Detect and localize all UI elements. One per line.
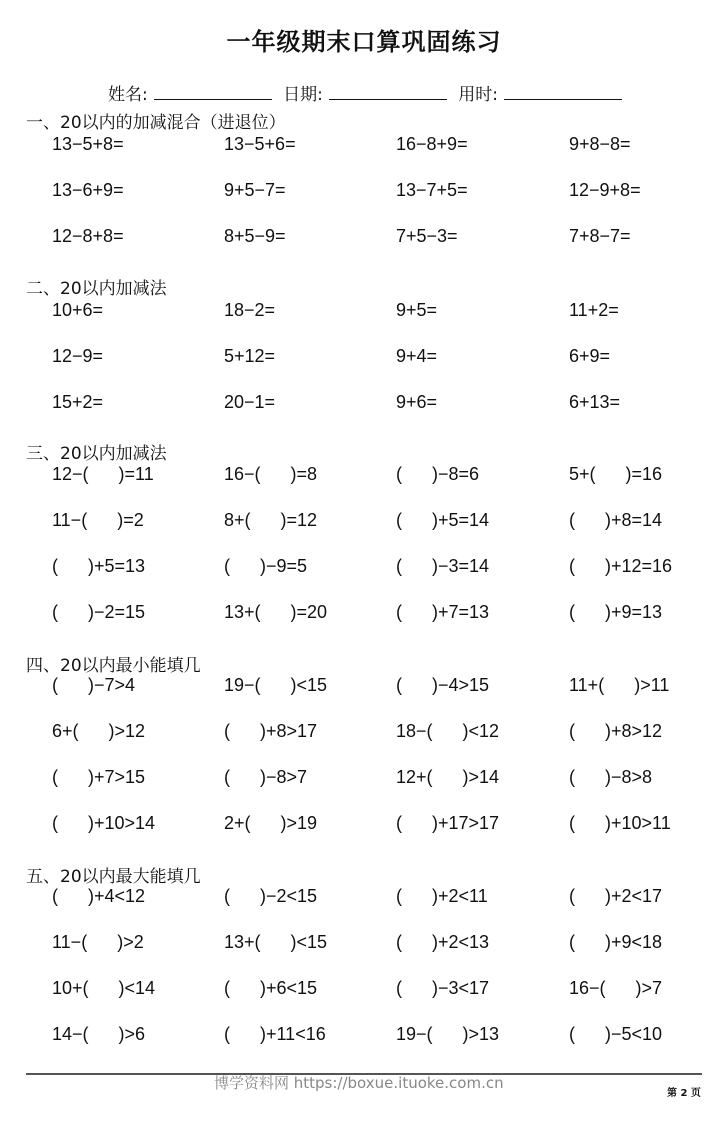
problem: 5+12= [224, 346, 276, 366]
problem: ( )−9=5 [224, 556, 308, 576]
problem: ( )+4<12 [52, 886, 146, 906]
problem: 10+6= [52, 300, 104, 320]
problem: ( )+9=13 [569, 602, 663, 622]
problem-row [0, 602, 728, 626]
problem: 11−( )=2 [52, 510, 144, 530]
problem-row [0, 813, 728, 837]
problem: 15+2= [52, 392, 104, 412]
problem: 8+( )=12 [224, 510, 318, 530]
problem: ( )+8=14 [569, 510, 663, 530]
problem: 13+( )=20 [224, 602, 328, 622]
problem-row [0, 886, 728, 910]
problem: ( )+11<16 [224, 1024, 326, 1044]
problem: 12+( )>14 [396, 767, 500, 787]
time-field[interactable] [504, 85, 622, 100]
problem: 8+5−9= [224, 226, 286, 246]
problem: ( )+5=13 [52, 556, 146, 576]
section-title: 二、20以内加减法 [26, 279, 167, 299]
problem: 6+( )>12 [52, 721, 146, 741]
problem: ( )+2<17 [569, 886, 663, 906]
problem: 19−( )>13 [396, 1024, 500, 1044]
problem: 12−9= [52, 346, 104, 366]
problem-row [0, 464, 728, 488]
problem: 14−( )>6 [52, 1024, 146, 1044]
problem: 13−5+8= [52, 134, 124, 154]
problem: 9+8−8= [569, 134, 631, 154]
problem: ( )−8=6 [396, 464, 480, 484]
problem: 5+( )=16 [569, 464, 663, 484]
problem: 12−9+8= [569, 180, 641, 200]
problem: 19−( )<15 [224, 675, 328, 695]
problem: 9+6= [396, 392, 438, 412]
time-label: 用时: [458, 85, 499, 105]
problem: ( )−8>8 [569, 767, 653, 787]
date-label: 日期: [283, 85, 323, 105]
problem: 2+( )>19 [224, 813, 318, 833]
problem: ( )−2<15 [224, 886, 318, 906]
problem-row [0, 180, 728, 204]
problem-row [0, 226, 728, 250]
problem: ( )+2<11 [396, 886, 488, 906]
problem-row [0, 767, 728, 791]
problem-row [0, 978, 728, 1002]
problem: 16−8+9= [396, 134, 468, 154]
problem-row [0, 346, 728, 370]
problem: ( )−2=15 [52, 602, 146, 622]
problem: 6+13= [569, 392, 621, 412]
problem: ( )−4>15 [396, 675, 490, 695]
problem: 16−( )>7 [569, 978, 663, 998]
page-title: 一年级期末口算巩固练习 [226, 28, 502, 56]
problem-row [0, 675, 728, 699]
problem: 13−6+9= [52, 180, 124, 200]
section-title: 三、20以内加减法 [26, 444, 167, 464]
problem: 20−1= [224, 392, 276, 412]
problem: 13−7+5= [396, 180, 468, 200]
problem: ( )+5=14 [396, 510, 490, 530]
problem: ( )+10>11 [569, 813, 671, 833]
problem: 6+9= [569, 346, 611, 366]
problem: ( )+10>14 [52, 813, 156, 833]
problem-row [0, 721, 728, 745]
problem: ( )+17>17 [396, 813, 500, 833]
problem-row [0, 510, 728, 534]
watermark: 博学资料网 https://boxue.ituoke.com.cn [214, 1074, 504, 1092]
problem: 18−( )<12 [396, 721, 500, 741]
problem: 11+( )>11 [569, 675, 670, 695]
problem: 10+( )<14 [52, 978, 156, 998]
date-field[interactable] [329, 85, 447, 100]
problem-row [0, 300, 728, 324]
section-title: 一、20以内的加减混合（进退位） [26, 113, 286, 133]
problem: ( )+12=16 [569, 556, 673, 576]
problem: 11−( )>2 [52, 932, 144, 952]
problem: ( )−3<17 [396, 978, 490, 998]
problem: 16−( )=8 [224, 464, 318, 484]
section-title: 四、20以内最小能填几 [26, 656, 201, 676]
problem: 9+5−7= [224, 180, 286, 200]
problem: ( )+8>17 [224, 721, 318, 741]
problem: ( )+6<15 [224, 978, 318, 998]
problem-row [0, 1024, 728, 1048]
section-title: 五、20以内最大能填几 [26, 867, 201, 887]
student-info [108, 80, 628, 105]
problem: 9+5= [396, 300, 438, 320]
problem: 13+( )<15 [224, 932, 328, 952]
problem-row [0, 932, 728, 956]
problem: 9+4= [396, 346, 438, 366]
name-field[interactable] [154, 85, 272, 100]
problem: 7+5−3= [396, 226, 458, 246]
problem: 12−8+8= [52, 226, 124, 246]
problem: 11+2= [569, 300, 619, 320]
problem: 12−( )=11 [52, 464, 154, 484]
problem: ( )−3=14 [396, 556, 490, 576]
problem: ( )+9<18 [569, 932, 663, 952]
problem: ( )+7>15 [52, 767, 146, 787]
problem: ( )−8>7 [224, 767, 308, 787]
problem: ( )+7=13 [396, 602, 490, 622]
problem-row [0, 556, 728, 580]
problem: 13−5+6= [224, 134, 296, 154]
page-number: 第 2 页 [667, 1088, 701, 1099]
problem-row [0, 134, 728, 158]
problem: 7+8−7= [569, 226, 631, 246]
problem: ( )−5<10 [569, 1024, 663, 1044]
problem-row [0, 392, 728, 416]
problem: 18−2= [224, 300, 276, 320]
name-label: 姓名: [108, 85, 148, 105]
problem: ( )+2<13 [396, 932, 490, 952]
problem: ( )−7>4 [52, 675, 136, 695]
problem: ( )+8>12 [569, 721, 663, 741]
